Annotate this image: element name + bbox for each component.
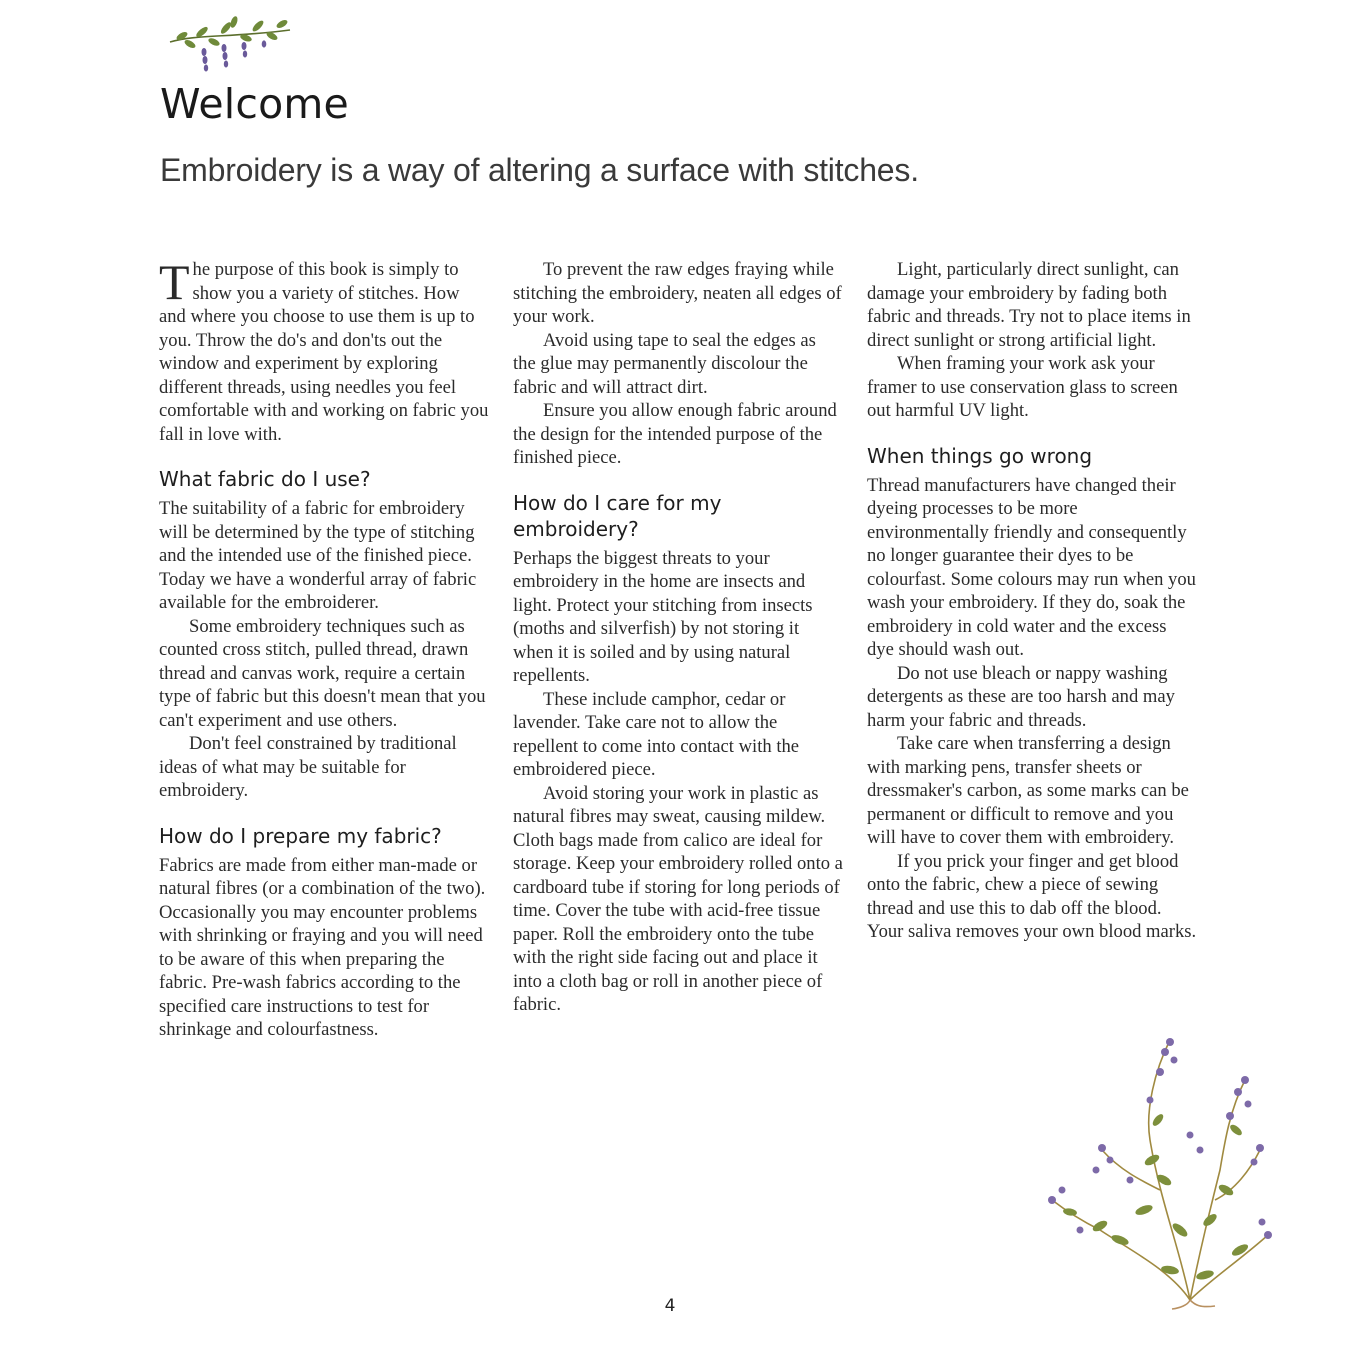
heading-what-fabric: What fabric do I use? (159, 467, 371, 491)
intro-paragraph (159, 254, 489, 446)
paragraph: To prevent the raw edges fraying while stitching the embroidery, neaten all edges of your work. (513, 259, 842, 327)
paragraph: Do not use bleach or nappy washing detergents as these are too harsh and may harm your fabric and threads. (867, 662, 1175, 731)
page-number: 4 (664, 1296, 676, 1316)
paragraph: Take care when transferring a design with marking pens, transfer sheets or dressmaker's carbon, as some marks can be permanent or difficult to remove and you will have to cover them with embroidery. (867, 733, 1189, 848)
lavender-sprig-icon (168, 8, 292, 78)
heading-care-embroidery: How do I care for my embroidery? (513, 490, 722, 541)
heading-things-go-wrong: When things go wrong (867, 443, 1093, 468)
paragraph: If you prick your finger and get blood onto the fabric, chew a piece of sewing thread and use this to dab off the blood. Your saliva removes your own blood marks. (867, 850, 1197, 942)
paragraph: Light, particularly direct sunlight, can damage your embroidery by fading both fabric and threads. Try not to place items in direct sunlight or strong artificial light. (867, 259, 1191, 351)
paragraph: Fabrics are made from either man-made or natural fibres (or a combination of the two). Occasionally you may encounter problems with shrinking or fraying and you will need to be aware of this when preparing the fabric. Pre-wash fabrics according to the specified care instructions to test for shrinkage and colourfastness. (159, 854, 486, 1040)
wildflower-illustration-icon (1040, 1030, 1280, 1310)
paragraph: Avoid storing your work in plastic as natural fibres may sweat, causing mildew. Cloth bags made from calico are ideal for storage. Keep your embroidery rolled onto a cardboard tube if storing for long periods of time. Cover the tube with acid-free tissue paper. Roll the embroidery onto the tube with the right side facing out and place it into a cloth bag or roll in another piece of fabric. (513, 782, 843, 1015)
intro-text: he purpose of this book is simply to show you a variety of stitches. How and where you choose to use them is up to you. Throw the do's and don'ts out the window and experiment by exploring different threads, using needles you feel comfortable with and working on fabric you fall in love with. (159, 259, 489, 445)
paragraph: Avoid using tape to seal the edges as the glue may permanently discolour the fabric and will attract dirt. (513, 329, 816, 398)
paragraph: Ensure you allow enough fabric around the design for the intended purpose of the finished piece. (513, 400, 837, 468)
page-subtitle: Embroidery is a way of altering a surface with stitches. (160, 152, 919, 188)
paragraph: Perhaps the biggest threats to your embroidery in the home are insects and light. Protect your stitching from insects (moths and silverfish) by not storing it when it is soiled and by using natural repellents. (513, 547, 813, 686)
paragraph: These include camphor, cedar or lavender. Take care not to allow the repellent to come into contact with the embroidered piece. (513, 688, 800, 780)
paragraph: When framing your work ask your framer to use conservation glass to screen out harmful UV light. (867, 353, 1178, 421)
text-column-3 (867, 258, 1197, 944)
paragraph: Some embroidery techniques such as counted cross stitch, pulled thread, drawn thread and canvas work, require a certain type of fabric but this doesn't mean that you can't experiment and use others. (159, 615, 486, 731)
paragraph: The suitability of a fabric for embroidery will be determined by the type of stitching and the intended use of the finished piece. Today we have a wonderful array of fabric available for the embroiderer. (159, 498, 477, 613)
text-column-2 (513, 258, 843, 1017)
text-column-1 (159, 254, 489, 1042)
drop-cap: T (159, 254, 190, 310)
page-title: Welcome (160, 80, 349, 128)
paragraph: Don't feel constrained by traditional ideas of what may be suitable for embroidery. (159, 733, 457, 801)
paragraph: Thread manufacturers have changed their dyeing processes to be more environmentally friendly and consequently no longer guarantee their dyes to be colourfast. Some colours may run when you wash your embroidery. If they do, soak the embroidery in cold water and the excess dye should wash out. (867, 474, 1196, 660)
heading-prepare-fabric: How do I prepare my fabric? (159, 823, 442, 848)
